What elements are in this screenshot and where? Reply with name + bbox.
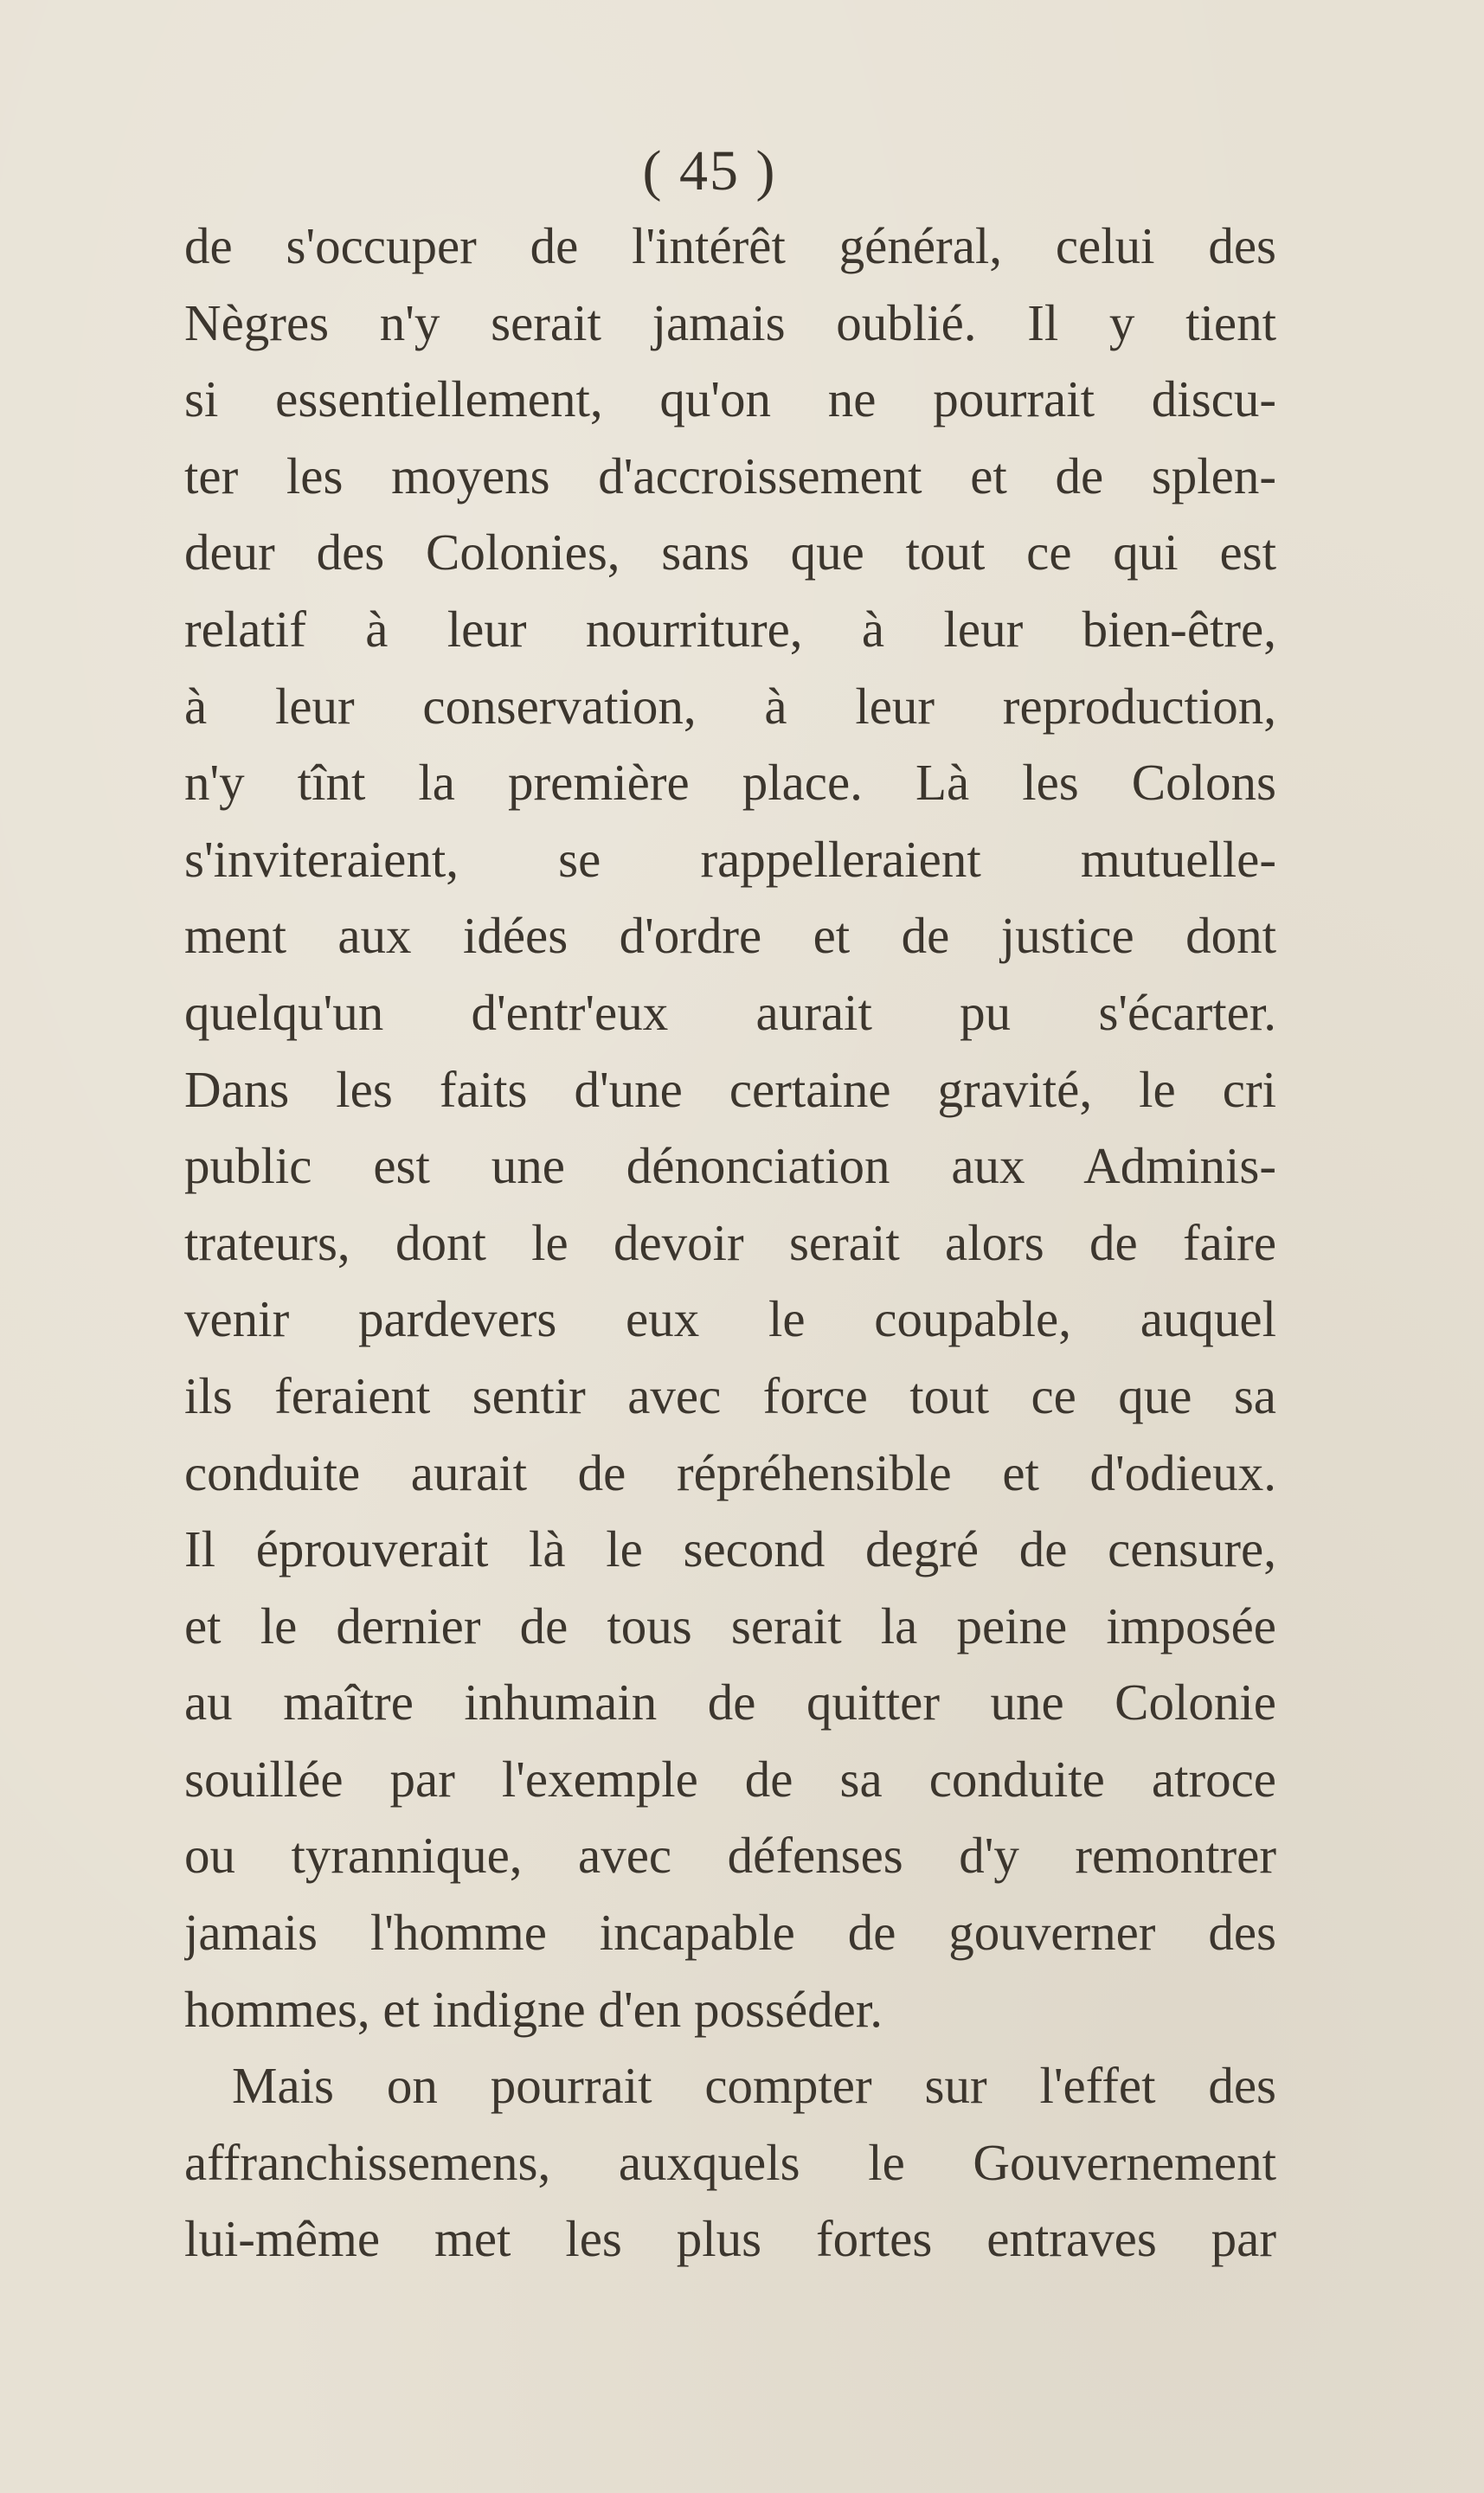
text-line: n'y tînt la première place. Là les Colons [184, 754, 1276, 812]
text-line: trateurs, dont le devoir serait alors de faire [184, 1213, 1276, 1271]
text-line: quelqu'un d'entr'eux aurait pu s'écarter. [184, 983, 1276, 1041]
text-line: Il éprouverait là le second degré de censure, [184, 1520, 1276, 1578]
text-line: ils feraient sentir avec force tout ce que sa [184, 1366, 1276, 1424]
text-line: souillée par l'exemple de sa conduite atroce [184, 1750, 1276, 1808]
text-line: deur des Colonies, sans que tout ce qui est [184, 524, 1276, 581]
text-line: si essentiellement, qu'on ne pourrait discu- [184, 370, 1276, 428]
text-line: Nègres n'y serait jamais oublié. Il y tient [184, 293, 1276, 351]
text-line: public est une dénonciation aux Adminis- [184, 1137, 1276, 1195]
text-line: affranchissemens, auxquels le Gouvernement [184, 2133, 1276, 2191]
body-text [184, 208, 1276, 2278]
text-line: Dans les faits d'une certaine gravité, le cri [184, 1060, 1276, 1118]
text-line: ter les moyens d'accroissement et de splen- [184, 447, 1276, 504]
text-line: venir pardevers eux le coupable, auquel [184, 1290, 1276, 1348]
text-line: de s'occuper de l'intérêt général, celui des [184, 217, 1276, 274]
text-line: et le dernier de tous serait la peine imposée [184, 1597, 1276, 1655]
text-line: hommes, et indigne d'en posséder. [184, 1980, 883, 2038]
text-line: jamais l'homme incapable de gouverner des [184, 1904, 1276, 1962]
text-line: à leur conservation, à leur reproduction, [184, 677, 1276, 735]
text-line: relatif à leur nourriture, à leur bien-être, [184, 600, 1276, 658]
text-line: ou tyrannique, avec défenses d'y remontrer [184, 1827, 1276, 1885]
text-line: lui-même met les plus fortes entraves par [184, 2210, 1276, 2268]
text-line: au maître inhumain de quitter une Colonie [184, 1674, 1276, 1732]
text-line: ment aux idées d'ordre et de justice dont [184, 907, 1276, 965]
text-line: Mais on pourrait compter sur l'effet des [232, 2057, 1276, 2115]
text-line: s'inviteraient, se rappelleraient mutuelle- [184, 830, 1276, 888]
page-number: ( 45 ) [642, 139, 777, 202]
text-line: conduite aurait de répréhensible et d'odieux. [184, 1443, 1276, 1501]
